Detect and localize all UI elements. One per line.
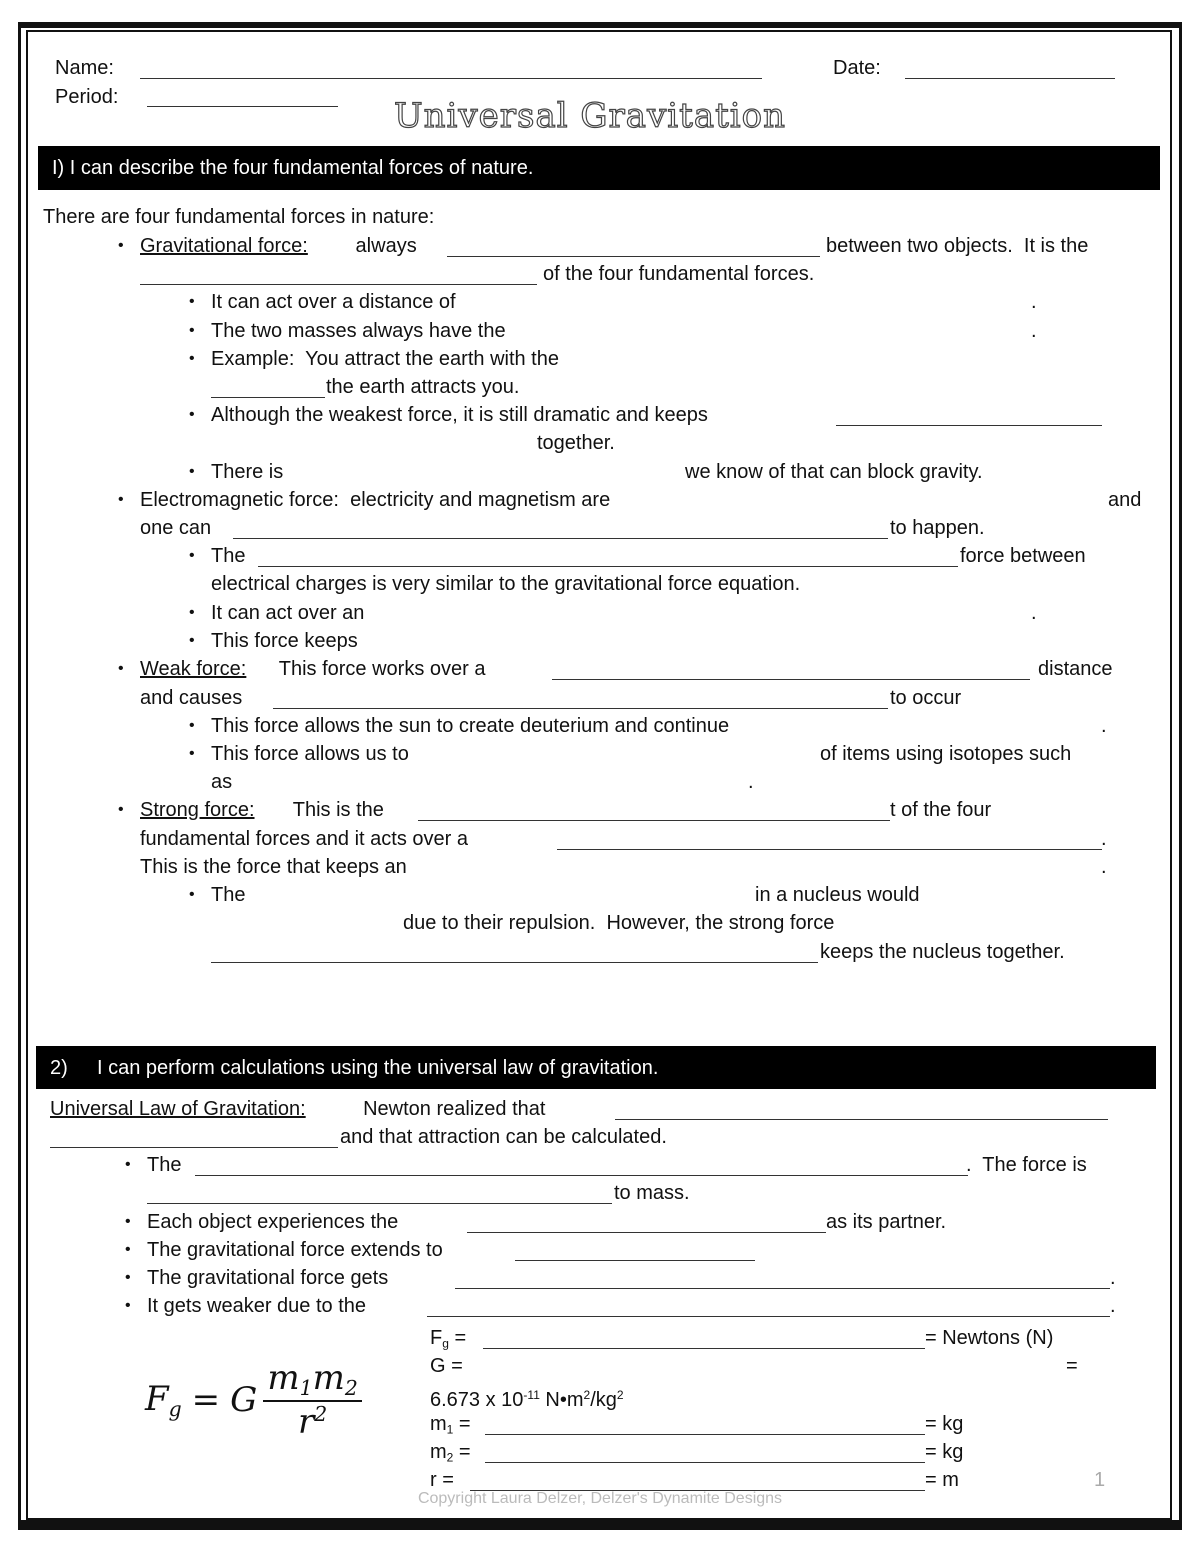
formula-fraction xyxy=(263,1358,361,1442)
fill-in-blank xyxy=(470,1490,925,1491)
worksheet-text: • This force allows the sun to create deuterium and continue xyxy=(211,714,729,738)
worksheet-text: . xyxy=(1101,828,1107,850)
name-label: Name: xyxy=(55,57,114,79)
fill-in-blank xyxy=(455,1288,1110,1289)
worksheet-text: force between xyxy=(960,545,1086,567)
section-1-heading: I) I can describe the four fundamental forces of nature. xyxy=(52,157,534,179)
worksheet-text: • There is xyxy=(211,460,283,484)
worksheet-text: t of the four xyxy=(890,799,992,821)
worksheet-text: • The xyxy=(147,1153,181,1177)
section-2-header xyxy=(36,1046,1156,1089)
period-label: Period: xyxy=(55,86,119,108)
fill-in-blank xyxy=(50,1147,338,1148)
fill-in-blank xyxy=(615,1119,1108,1120)
formula-lhs: $F_g$ xyxy=(145,1379,182,1422)
fill-in-blank xyxy=(552,679,1030,680)
fill-in-blank xyxy=(515,1260,755,1261)
worksheet-text: Newton realized that xyxy=(352,1098,546,1120)
worksheet-text: electrical charges is very similar to the gravitational force equation. xyxy=(211,573,801,595)
fill-in-blank xyxy=(233,538,888,539)
intro-text: There are four fundamental forces in nature: xyxy=(43,206,435,228)
worksheet-text: to happen. xyxy=(890,517,985,539)
worksheet-text: the earth attracts you. xyxy=(326,376,520,398)
formula-equals: = xyxy=(191,1380,221,1421)
fill-in-blank xyxy=(483,1348,925,1349)
fill-in-blank xyxy=(905,78,1115,79)
worksheet-text: • Each object experiences the xyxy=(147,1210,398,1234)
fill-in-blank xyxy=(485,1434,925,1435)
gravitational-force-label: • Gravitational force: xyxy=(140,234,308,258)
worksheet-text: in a nucleus would xyxy=(755,884,920,906)
r-label: r = xyxy=(430,1469,454,1491)
worksheet-text: This is the xyxy=(282,799,384,821)
worksheet-text: This is the force that keeps an xyxy=(140,856,407,878)
worksheet-text: and causes xyxy=(140,687,243,709)
worksheet-text: . xyxy=(748,771,754,793)
m1-unit: = kg xyxy=(925,1413,964,1435)
worksheet-text: fundamental forces and it acts over a xyxy=(140,828,468,850)
worksheet-text: together. xyxy=(537,432,615,454)
fill-in-blank xyxy=(258,566,958,567)
var-m2-label: $m_2$ = xyxy=(430,1441,471,1465)
page-border-top xyxy=(18,22,1182,28)
worksheet-text: of the four fundamental forces. xyxy=(543,263,815,285)
worksheet-text: This force works over a xyxy=(268,658,486,680)
fill-in-blank xyxy=(273,708,888,709)
var-m1-label: $m_1$ = xyxy=(430,1413,471,1437)
g-label: G = xyxy=(430,1355,463,1377)
worksheet-text: as xyxy=(211,771,233,793)
worksheet-text: of items using isotopes such xyxy=(820,743,1072,765)
worksheet-text: to occur xyxy=(890,687,962,709)
worksheet-text: . The force is xyxy=(966,1154,1087,1176)
fill-in-blank xyxy=(195,1175,968,1176)
worksheet-text: . xyxy=(1031,291,1037,313)
universal-law-label: Universal Law of Gravitation: xyxy=(50,1098,306,1120)
worksheet-text: • It can act over a distance of xyxy=(211,290,456,314)
copyright: Copyright Laura Delzer, Delzer's Dynamite Designs xyxy=(417,1490,783,1507)
worksheet-text: between two objects. It is the xyxy=(826,235,1089,257)
r-unit: = m xyxy=(925,1469,959,1491)
worksheet-text: • Although the weakest force, it is still dramatic and keeps xyxy=(211,403,708,427)
worksheet-text: • The two masses always have the xyxy=(211,319,506,343)
var-fg-label: $F_g$ = xyxy=(430,1327,467,1351)
page-title: Universal Gravitation xyxy=(393,96,786,136)
worksheet-text: . xyxy=(1031,602,1037,624)
worksheet-text: • This force allows us to xyxy=(211,742,409,766)
worksheet-text: • The xyxy=(211,544,245,568)
worksheet-text: . xyxy=(1110,1267,1116,1289)
worksheet-text: • This force keeps xyxy=(211,629,358,653)
worksheet-text: . xyxy=(1110,1295,1116,1317)
worksheet-text: . xyxy=(1101,856,1107,878)
worksheet-text: • It can act over an xyxy=(211,601,364,625)
fill-in-blank xyxy=(485,1462,925,1463)
section-2-number: 2) xyxy=(50,1057,68,1079)
fill-in-blank xyxy=(140,78,762,79)
worksheet-text: • The gravitational force gets xyxy=(147,1266,388,1290)
fill-in-blank xyxy=(147,1203,612,1204)
var-g-value: 6.673 x $10^{-11}$ $N•m^2/kg^2$ xyxy=(430,1388,624,1412)
worksheet-text: = xyxy=(1066,1355,1078,1377)
worksheet-text: • Example: You attract the earth with the xyxy=(211,347,559,371)
worksheet-text: and that attraction can be calculated. xyxy=(340,1126,667,1148)
electromagnetic-force-label: • Electromagnetic force: electricity and magnetism are xyxy=(140,488,610,512)
section-1-header xyxy=(38,146,1160,190)
fill-in-blank xyxy=(836,425,1102,426)
gravitation-formula xyxy=(145,1358,362,1442)
strong-force-label: • Strong force: xyxy=(140,798,255,822)
fill-in-blank xyxy=(557,849,1102,850)
worksheet-text: distance xyxy=(1038,658,1113,680)
worksheet-text: • The xyxy=(211,883,245,907)
worksheet-text: due to their repulsion. However, the strong force xyxy=(403,912,835,934)
fill-in-blank xyxy=(418,820,890,821)
fill-in-blank xyxy=(447,256,820,257)
fill-in-blank xyxy=(427,1316,1110,1317)
m2-unit: = kg xyxy=(925,1441,964,1463)
worksheet-text: one can xyxy=(140,517,212,539)
worksheet-text: . xyxy=(1031,320,1037,342)
fg-unit: = Newtons (N) xyxy=(925,1327,1054,1349)
worksheet-text: • It gets weaker due to the xyxy=(147,1294,366,1318)
date-label: Date: xyxy=(833,57,881,79)
worksheet-text: as its partner. xyxy=(826,1211,947,1233)
worksheet-text: . xyxy=(1101,715,1107,737)
worksheet-text: to mass. xyxy=(614,1182,690,1204)
worksheet-text: • The gravitational force extends to xyxy=(147,1238,443,1262)
fill-in-blank xyxy=(211,397,325,398)
page-number: 1 xyxy=(1094,1469,1106,1491)
worksheet-text: always xyxy=(350,235,417,257)
weak-force-label: • Weak force: xyxy=(140,657,246,681)
page-border-bottom xyxy=(18,1520,1182,1528)
formula-g: G xyxy=(230,1380,258,1421)
fill-in-blank xyxy=(147,106,338,107)
formula-numerator: $m_1m_2$ xyxy=(263,1358,361,1402)
worksheet-text: keeps the nucleus together. xyxy=(820,941,1065,963)
fill-in-blank xyxy=(467,1232,826,1233)
fill-in-blank xyxy=(211,962,818,963)
worksheet-text: we know of that can block gravity. xyxy=(685,461,983,483)
fill-in-blank xyxy=(140,284,537,285)
formula-denominator: $r^2$ xyxy=(297,1402,328,1443)
section-2-heading: I can perform calculations using the universal law of gravitation. xyxy=(97,1057,659,1079)
worksheet-text: and xyxy=(1108,489,1142,511)
